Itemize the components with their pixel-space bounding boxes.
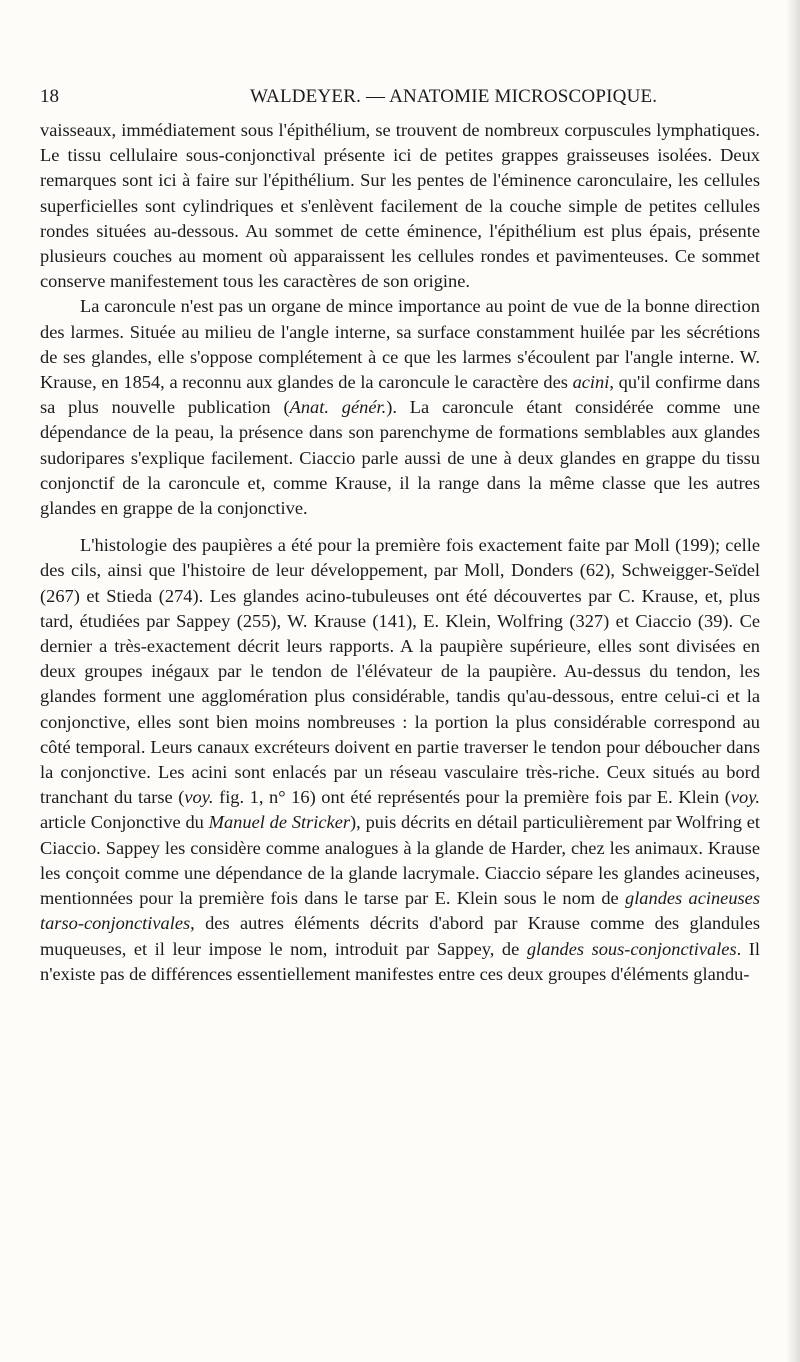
italic-term: glandes acineuses tarso-conjonctivales (40, 888, 760, 934)
page-number: 18 (40, 86, 59, 107)
text-segment: ), puis décrits en détail particulièrement par Wolfring et Ciaccio. Sappey les considère comme analogues à la glande de Harder, chez les animaux. Krause les conçoit comme une dépendance de la glande lacrymale. Ciaccio sépare les glandes acineuses, mentionnées pour la première fois dans le tarse par E. Klein sous le nom de (40, 812, 760, 909)
paragraph-3 (40, 533, 760, 987)
running-title: WALDEYER. — ANATOMIE MICROSCOPIQUE. (250, 86, 658, 107)
italic-reference: Anat. génér. (289, 397, 387, 418)
paragraph-1 (40, 118, 760, 294)
text-segment: , des autres éléments décrits d'abord par Krause comme des glandules muqueuses, et il leur impose le nom, introduit par Sappey, de (40, 913, 760, 959)
text-segment: , qu'il confirme dans sa plus nouvelle publication ( (40, 372, 760, 418)
text-segment: L'histologie des paupières a été pour la première fois exactement faite par Moll (199); celle des cils, ainsi que l'histoire de leur développement, par Moll, Donders (62), Schweigger-Seïdel (267) et Stieda (274). Les glandes acino-tubuleuses ont été découvertes par C. Krause, et, plus tard, étudiées par Sappey (255), W. Krause (141), E. Klein, Wolfring (327) et Ciaccio (39). Ce dernier a très-exactement décrit leurs rapports. A la paupière supérieure, elles sont divisées en deux groupes inégaux par le tendon de l'élévateur de la paupière. Au-dessus du tendon, les glandes forment une agglomération plus considérable, tandis qu'au-dessous, entre celui-ci et la conjonctive, elles sont bien moins nombreuses : la portion la plus considérable correspond au côté temporal. Leurs canaux excréteurs doivent en partie traverser le tendon pour déboucher dans la conjonctive. Les acini sont enlacés par un réseau vasculaire très-riche. Ceux situés au bord tranchant du tarse ( (40, 535, 760, 808)
italic-term: voy. (184, 787, 214, 808)
italic-term: acini (572, 372, 610, 393)
text-segment: . Il n'existe pas de différences essentiellement manifestes entre ces deux groupes d'éléments glandu- (40, 938, 761, 984)
italic-term: voy. (730, 787, 760, 808)
italic-reference: Manuel de Stricker (208, 812, 351, 833)
page-edge-shadow (786, 0, 800, 1362)
text-segment: fig. 1, n° 16) ont été représentés pour la première fois par E. Klein ( (213, 787, 731, 808)
text-segment: vaisseaux, immédiatement sous l'épithélium, se trouvent de nombreux corpuscules lymphatiques. Le tissu cellulaire sous-conjonctival présente ici de petites grappes graisseuses isolées. Deux remarques sont ici à faire sur l'épithélium. Sur les pentes de l'éminence caronculaire, les cellules superficielles sont cylindriques et s'enlèvent facilement de la couche simple de petites cellules rondes situées au-dessous. Au sommet de cette éminence, l'épithélium est plus épais, présente plusieurs couches au moment où apparaissent les cellules rondes et pavimenteuses. Ce sommet conserve manifestement tous les caractères de son origine. (40, 120, 760, 292)
text-segment: ). La caroncule étant considérée comme une dépendance de la peau, la présence dans son parenchyme de formations semblables aux glandes sudoripares s'explique facilement. Ciaccio parle aussi de une à deux glandes en grappe du tissu conjonctif de la caroncule et, comme Krause, il la range dans la même classe que les autres glandes en grappe de la conjonctive. (40, 397, 760, 519)
body-text (40, 118, 760, 987)
text-segment: La caroncule n'est pas un organe de mince importance au point de vue de la bonne direction des larmes. Située au milieu de l'angle interne, sa surface constamment huilée par les sécrétions de ses glandes, elle s'oppose complétement à ce que les larmes s'écoulent par l'angle interne. W. Krause, en 1854, a reconnu aux glandes de la caroncule le caractère des (40, 296, 760, 393)
page-header (40, 86, 760, 112)
text-segment: article Conjonctive du (40, 812, 209, 833)
italic-term: glandes sous-conjonctivales (526, 938, 737, 959)
paragraph-2 (40, 294, 760, 521)
